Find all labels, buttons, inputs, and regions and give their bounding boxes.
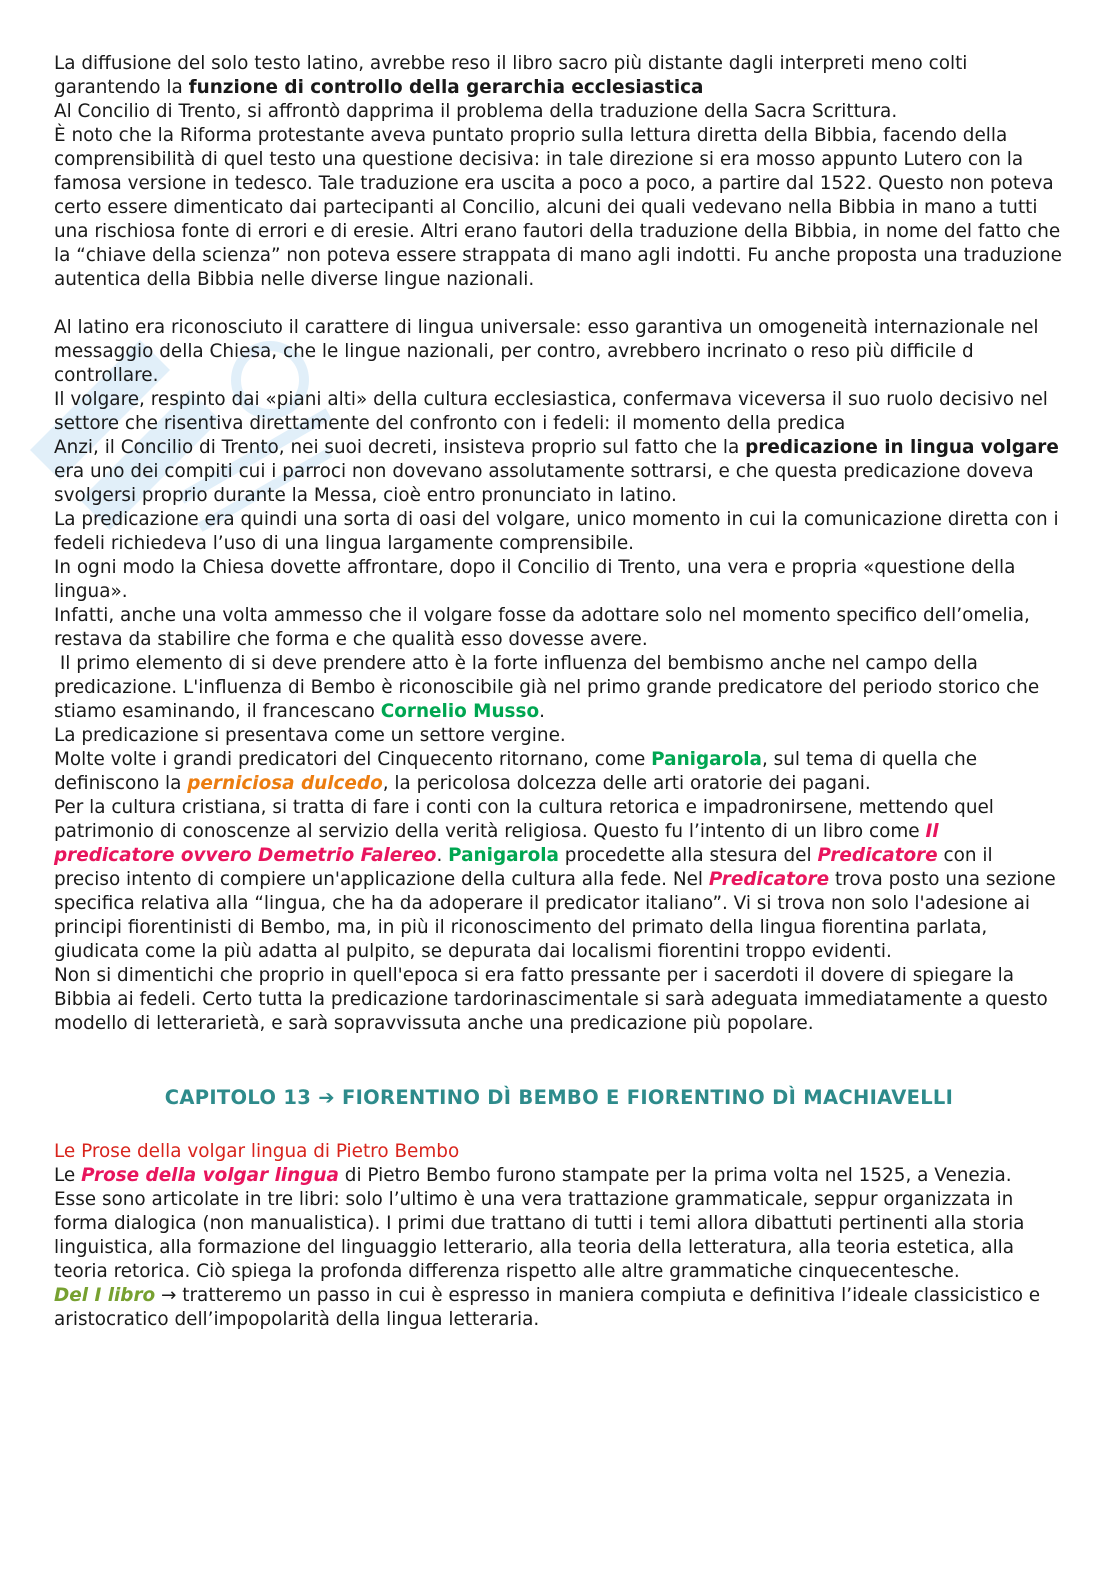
book-title: Prose della volgar lingua (81, 1165, 339, 1186)
paragraph: La diffusione del solo testo latino, avrebbe reso il libro sacro più distante dagli interpreti meno colti garantendo la funzione di controllo della gerarchia ecclesiastica (54, 53, 968, 98)
book-title: Predicatore (708, 869, 830, 890)
section-subheading: Le Prose della volgar lingua di Pietro Bembo (54, 1141, 460, 1162)
paragraph: Le Prose della volgar lingua di Pietro Bembo furono stampate per la prima volta nel 1525, a Venezia. (54, 1165, 1012, 1186)
paragraph: Non si dimentichi che proprio in quell'epoca si era fatto pressante per i sacerdoti il dovere di spiegare la Bibbia ai fedeli. Certo tutta la predicazione tardorinascimentale si sarà adeguata immediatamente a questo modello di letterarietà, e sarà sopravvissuta anche una predicazione più popolare. (54, 965, 1048, 1034)
paragraph: Infatti, anche una volta ammesso che il volgare fosse da adottare solo nel momento specifico dell’omelia, restava da stabilire che forma e che qualità esso dovesse avere. (54, 605, 1030, 650)
person-name: Cornelio Musso (380, 701, 540, 722)
bold-phrase: predicazione in lingua volgare (745, 437, 1059, 458)
arrow-right-icon: ➔ (318, 1086, 335, 1109)
paragraph: Al latino era riconosciuto il carattere di lingua universale: esso garantiva un omogeneità internazionale nel messaggio della Chiesa, che le lingue nazionali, per contro, avrebbero incrinato o reso più difficile d controllare. (54, 317, 1039, 386)
paragraph: La predicazione era quindi una sorta di oasi del volgare, unico momento in cui la comunicazione diretta con i fedeli richiedeva l’uso di una lingua largamente comprensibile. (54, 509, 1059, 554)
paragraph: In ogni modo la Chiesa dovette affrontare, dopo il Concilio di Trento, una vera e propria «questione della lingua». (54, 557, 1016, 602)
bold-phrase: funzione di controllo della gerarchia ecclesiastica (188, 77, 704, 98)
latin-term: perniciosa dulcedo (187, 773, 383, 794)
document-page (54, 52, 1064, 1332)
paragraph: È noto che la Riforma protestante aveva puntato proprio sulla lettura diretta della Bibbia, facendo della comprensibilità di quel testo una questione decisiva: in tale direzione si era mosso appunto Lutero con la famosa versione in tedesco. Tale traduzione era uscita a poco a poco, a partire dal 1522. Questo non poteva certo essere dimenticato dai partecipanti al Concilio, alcuni dei quali vedevano nella Bibbia in mano a tutti una rischiosa fonte di errori e di eresie. Altri erano fautori della traduzione della Bibbia, in nome del fatto che la “chiave della scienza” non poteva essere strappata di mano agli indotti. Fu anche proposta una traduzione autentica della Bibbia nelle diverse lingue nazionali. (54, 125, 1062, 290)
book-title: Predicatore (817, 845, 938, 866)
person-name: Panigarola (651, 749, 762, 770)
paragraph: Molte volte i grandi predicatori del Cinquecento ritornano, come Panigarola, sul tema di quella che definiscono la perniciosa dulcedo, la pericolosa dolcezza delle arti oratorie dei pagani. (54, 749, 978, 794)
paragraph: Il volgare, respinto dai «piani alti» della cultura ecclesiastica, confermava viceversa il suo ruolo decisivo nel settore che risentiva direttamente del confronto con i fedeli: il momento della predica (54, 389, 1048, 434)
chapter-heading: CAPITOLO 13 ➔ FIORENTINO DÌ BEMBO E FIORENTINO DÌ MACHIAVELLI (164, 1086, 954, 1109)
paragraph: Al Concilio di Trento, si affrontò dapprima il problema della traduzione della Sacra Scrittura. (54, 101, 898, 122)
paragraph: Anzi, il Concilio di Trento, nei suoi decreti, insisteva proprio sul fatto che la predicazione in lingua volgare era uno dei compiti cui i parroci non dovevano assolutamente sottrarsi, e che questa predicazione doveva svolgersi proprio durante la Messa, cioè entro pronunciato in latino. (54, 437, 1059, 506)
book-title: Il predicatore ovvero Demetrio Falereo (54, 821, 939, 866)
person-name: Panigarola (448, 845, 559, 866)
arrow-right-icon: → (155, 1285, 183, 1306)
paragraph: Il primo elemento di si deve prendere atto è la forte influenza del bembismo anche nel campo della predicazione. L'influenza di Bembo è riconoscibile già nel primo grande predicatore del periodo storico che stiamo esaminando, il francescano Cornelio Musso. (54, 653, 1045, 722)
paragraph: La predicazione si presentava come un settore vergine. (54, 725, 566, 746)
book-reference: Del I libro (54, 1285, 156, 1306)
paragraph: Del I libro → tratteremo un passo in cui è espresso in maniera compiuta e definitiva l’ideale classicistico e aristocratico dell’impopolarità della lingua letteraria. (54, 1285, 1041, 1330)
paragraph: Per la cultura cristiana, si tratta di fare i conti con la cultura retorica e impadronirsene, mettendo quel patrimonio di conoscenze al servizio della verità religiosa. Questo fu l’intento di un libro come Il predicatore ovvero Demetrio Falereo. Panigarola procedette alla stesura del Predicatore con il preciso intento di compiere un'applicazione della cultura alla fede. Nel Predicatore trova posto una sezione specifica relativa alla “lingua, che ha da adoperare il predicator italiano”. Vi si trova non solo l'adesione ai principi fiorentinisti di Bembo, ma, in più il riconoscimento del primato della lingua fiorentina parlata, giudicata come la più adatta al pulpito, se depurata dai localismi fiorentini troppo evidenti. (54, 797, 1056, 962)
paragraph: Esse sono articolate in tre libri: solo l’ultimo è una vera trattazione grammaticale, seppur organizzata in forma dialogica (non manualistica). I primi due trattano di tutti i temi allora dibattuti pertinenti alla storia linguistica, alla formazione del linguaggio letterario, alla teoria della letteratura, alla teoria estetica, alla teoria retorica. Ciò spiega la profonda differenza rispetto alle altre grammatiche cinquecentesche. (54, 1189, 1025, 1282)
